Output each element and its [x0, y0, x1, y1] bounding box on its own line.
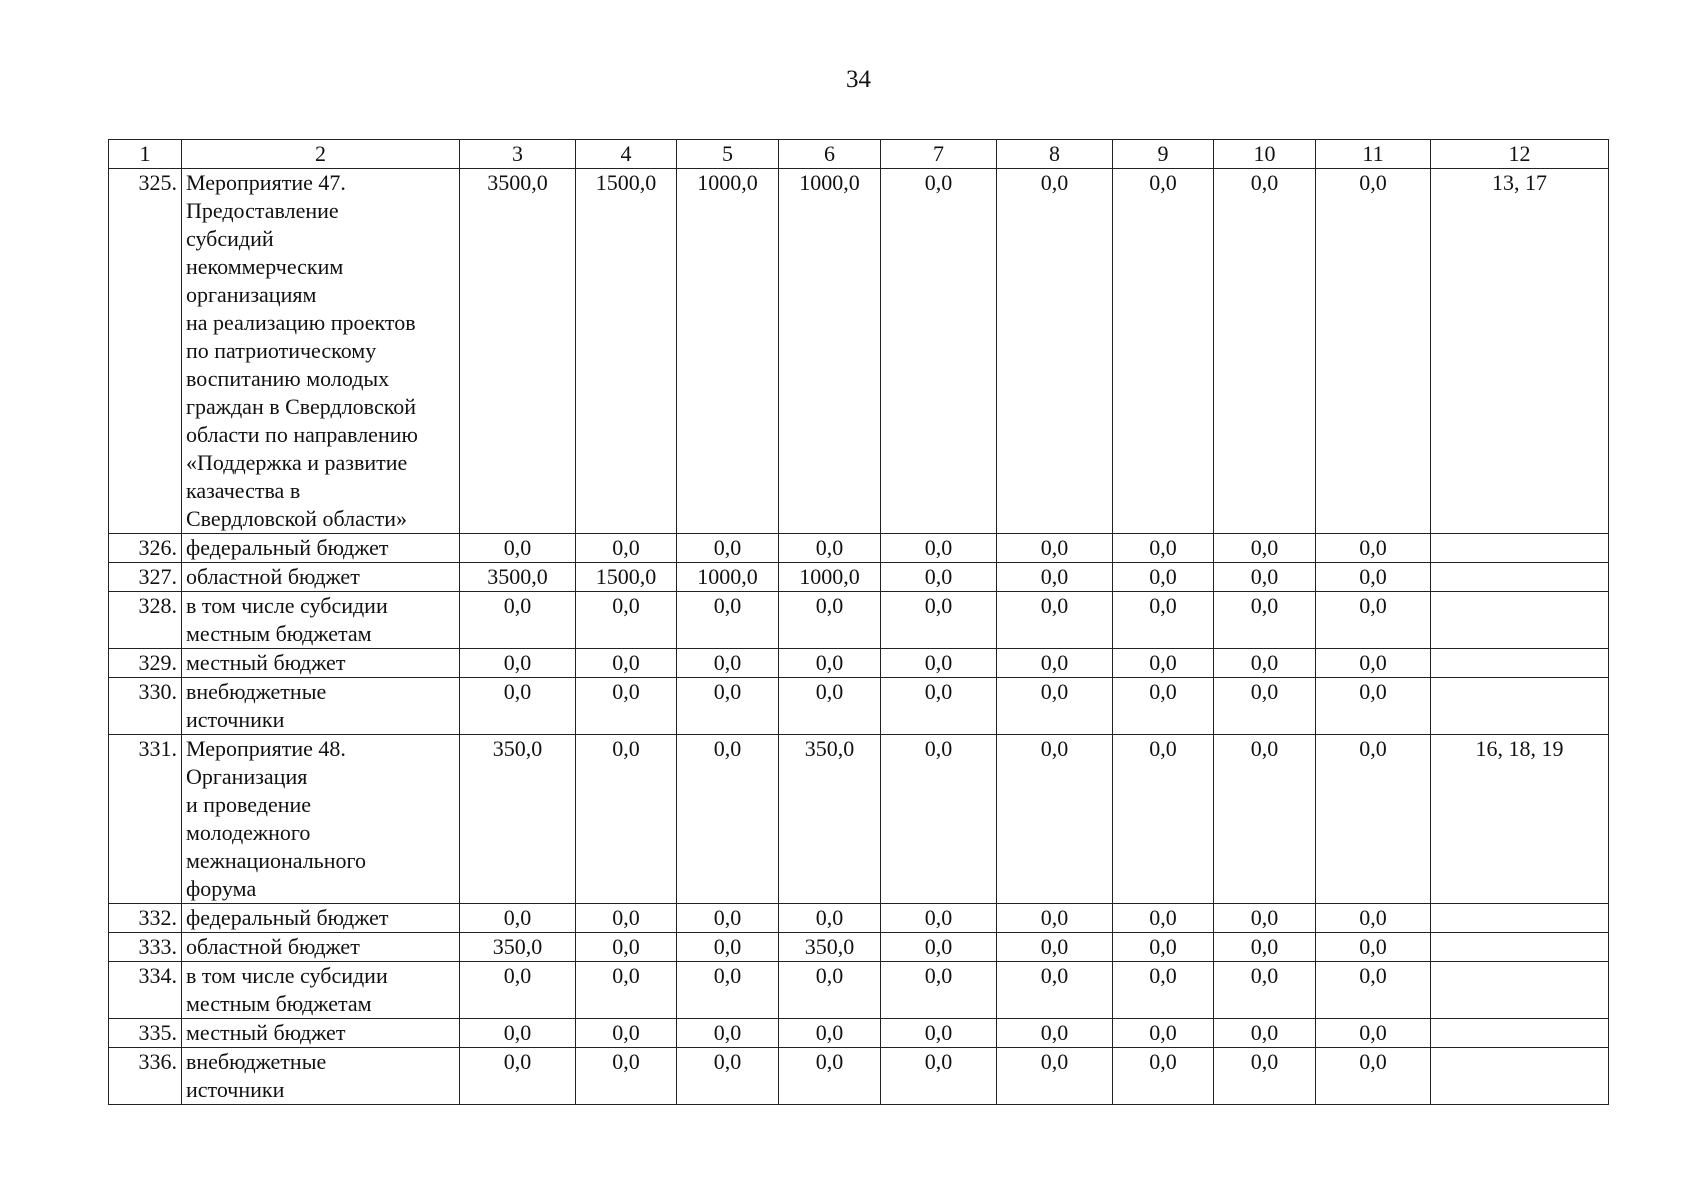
- value-cell: 0,0: [677, 678, 779, 735]
- value-cell: 0,0: [576, 678, 677, 735]
- row-name: [182, 933, 460, 962]
- table-row: [109, 563, 1609, 592]
- value-cell: 0,0: [460, 649, 576, 678]
- row-name-line: местный бюджет: [186, 650, 346, 675]
- value-cell: 0,0: [677, 962, 779, 1019]
- value-cell: 1000,0: [779, 563, 881, 592]
- row-name-line: Предоставление: [186, 198, 339, 223]
- value-cell: 0,0: [576, 1019, 677, 1048]
- row-name-line: Организация: [186, 764, 308, 789]
- goals-cell: [1431, 933, 1609, 962]
- value-cell: 0,0: [1113, 904, 1214, 933]
- row-name: [182, 678, 460, 735]
- row-number: 326.: [109, 534, 182, 563]
- row-name-line: Мероприятие 48.: [186, 736, 346, 761]
- value-cell: 0,0: [1214, 1048, 1316, 1105]
- value-cell: 0,0: [997, 1019, 1113, 1048]
- goals-cell: 16, 18, 19: [1431, 735, 1609, 904]
- row-name-line: местным бюджетам: [186, 621, 372, 646]
- row-name-line: молодежного: [186, 820, 311, 845]
- row-name-line: внебюджетные: [186, 1049, 327, 1074]
- row-number: 329.: [109, 649, 182, 678]
- value-cell: 0,0: [881, 592, 997, 649]
- value-cell: 0,0: [997, 1048, 1113, 1105]
- row-name: [182, 169, 460, 534]
- row-name: [182, 563, 460, 592]
- value-cell: 0,0: [460, 592, 576, 649]
- header-cell: 10: [1214, 140, 1316, 169]
- row-number: 330.: [109, 678, 182, 735]
- goals-cell: [1431, 678, 1609, 735]
- header-cell: 4: [576, 140, 677, 169]
- value-cell: 0,0: [881, 904, 997, 933]
- table-row: [109, 904, 1609, 933]
- value-cell: 0,0: [779, 962, 881, 1019]
- row-name-line: Свердловской области»: [186, 506, 407, 531]
- value-cell: 0,0: [1316, 592, 1431, 649]
- goals-cell: [1431, 534, 1609, 563]
- value-cell: 0,0: [576, 534, 677, 563]
- value-cell: 0,0: [1113, 534, 1214, 563]
- value-cell: 0,0: [997, 563, 1113, 592]
- goals-cell: 13, 17: [1431, 169, 1609, 534]
- page-number: [0, 66, 1707, 94]
- header-cell: 6: [779, 140, 881, 169]
- value-cell: 0,0: [677, 534, 779, 563]
- row-name-line: форума: [186, 876, 257, 901]
- value-cell: 0,0: [460, 962, 576, 1019]
- row-name-line: федеральный бюджет: [186, 535, 389, 560]
- value-cell: 0,0: [779, 904, 881, 933]
- value-cell: 0,0: [1113, 563, 1214, 592]
- value-cell: 0,0: [1316, 904, 1431, 933]
- row-name-line: в том числе субсидии: [186, 963, 388, 988]
- value-cell: 1000,0: [779, 169, 881, 534]
- row-name: [182, 962, 460, 1019]
- header-cell: 5: [677, 140, 779, 169]
- value-cell: 0,0: [1316, 735, 1431, 904]
- value-cell: 0,0: [1113, 649, 1214, 678]
- row-number: 328.: [109, 592, 182, 649]
- value-cell: 0,0: [997, 678, 1113, 735]
- row-number: 335.: [109, 1019, 182, 1048]
- value-cell: 0,0: [779, 678, 881, 735]
- value-cell: 0,0: [677, 1019, 779, 1048]
- value-cell: 0,0: [1316, 1048, 1431, 1105]
- goals-cell: [1431, 649, 1609, 678]
- value-cell: 0,0: [1113, 735, 1214, 904]
- value-cell: 0,0: [1214, 904, 1316, 933]
- value-cell: 0,0: [1113, 962, 1214, 1019]
- value-cell: 0,0: [1214, 962, 1316, 1019]
- row-number: 333.: [109, 933, 182, 962]
- row-name-line: воспитанию молодых: [186, 366, 390, 391]
- value-cell: 0,0: [1316, 534, 1431, 563]
- value-cell: 1000,0: [677, 169, 779, 534]
- header-row: [109, 140, 1609, 169]
- header-cell: 1: [109, 140, 182, 169]
- value-cell: 0,0: [1214, 592, 1316, 649]
- value-cell: 0,0: [576, 649, 677, 678]
- value-cell: 0,0: [1214, 563, 1316, 592]
- value-cell: 0,0: [576, 904, 677, 933]
- value-cell: 0,0: [997, 592, 1113, 649]
- row-number: 327.: [109, 563, 182, 592]
- row-number: 332.: [109, 904, 182, 933]
- value-cell: 0,0: [1214, 1019, 1316, 1048]
- row-name-line: местный бюджет: [186, 1020, 346, 1045]
- value-cell: 0,0: [997, 169, 1113, 534]
- value-cell: 0,0: [1214, 678, 1316, 735]
- value-cell: 0,0: [881, 1019, 997, 1048]
- header-cell: 8: [997, 140, 1113, 169]
- value-cell: 0,0: [779, 649, 881, 678]
- row-name: [182, 735, 460, 904]
- table-row: [109, 933, 1609, 962]
- row-name-line: граждан в Свердловской: [186, 394, 417, 419]
- row-name: [182, 534, 460, 563]
- header-cell: 2: [182, 140, 460, 169]
- table-row: [109, 1019, 1609, 1048]
- goals-cell: [1431, 1019, 1609, 1048]
- header-cell: 11: [1316, 140, 1431, 169]
- goals-cell: [1431, 904, 1609, 933]
- value-cell: 0,0: [1113, 592, 1214, 649]
- row-name-line: области по направлению: [186, 422, 418, 447]
- row-name-line: субсидий: [186, 226, 274, 251]
- goals-cell: [1431, 1048, 1609, 1105]
- value-cell: 0,0: [1113, 1048, 1214, 1105]
- row-name-line: некоммерческим: [186, 254, 344, 279]
- value-cell: 0,0: [779, 1048, 881, 1105]
- row-number: 334.: [109, 962, 182, 1019]
- value-cell: 350,0: [779, 735, 881, 904]
- row-name-line: областной бюджет: [186, 564, 360, 589]
- header-cell: 12: [1431, 140, 1609, 169]
- value-cell: 0,0: [1113, 678, 1214, 735]
- value-cell: 0,0: [677, 933, 779, 962]
- value-cell: 1500,0: [576, 563, 677, 592]
- table-row: [109, 534, 1609, 563]
- page-number-text: 34: [846, 66, 871, 93]
- header-cell: 3: [460, 140, 576, 169]
- value-cell: 0,0: [1214, 534, 1316, 563]
- row-number: 325.: [109, 169, 182, 534]
- table-row: [109, 649, 1609, 678]
- value-cell: 0,0: [997, 962, 1113, 1019]
- value-cell: 0,0: [460, 1019, 576, 1048]
- value-cell: 1500,0: [576, 169, 677, 534]
- value-cell: 0,0: [677, 1048, 779, 1105]
- value-cell: 0,0: [576, 735, 677, 904]
- value-cell: 0,0: [1214, 169, 1316, 534]
- value-cell: 0,0: [460, 904, 576, 933]
- value-cell: 0,0: [779, 534, 881, 563]
- value-cell: 0,0: [460, 534, 576, 563]
- value-cell: 0,0: [576, 962, 677, 1019]
- value-cell: 0,0: [1316, 563, 1431, 592]
- value-cell: 0,0: [1214, 933, 1316, 962]
- row-name: [182, 649, 460, 678]
- value-cell: 0,0: [1113, 1019, 1214, 1048]
- row-name-line: на реализацию проектов: [186, 310, 416, 335]
- table-row: [109, 592, 1609, 649]
- goals-cell: [1431, 592, 1609, 649]
- value-cell: 1000,0: [677, 563, 779, 592]
- value-cell: 350,0: [460, 735, 576, 904]
- value-cell: 0,0: [881, 933, 997, 962]
- table-row: [109, 1048, 1609, 1105]
- value-cell: 0,0: [1316, 962, 1431, 1019]
- row-name: [182, 1019, 460, 1048]
- value-cell: 0,0: [779, 1019, 881, 1048]
- value-cell: 0,0: [881, 563, 997, 592]
- value-cell: 0,0: [881, 735, 997, 904]
- row-name-line: «Поддержка и развитие: [186, 450, 408, 475]
- value-cell: 3500,0: [460, 563, 576, 592]
- row-name-line: областной бюджет: [186, 934, 360, 959]
- row-name: [182, 1048, 460, 1105]
- value-cell: 0,0: [677, 649, 779, 678]
- goals-cell: [1431, 962, 1609, 1019]
- header-cell: 7: [881, 140, 997, 169]
- value-cell: 350,0: [460, 933, 576, 962]
- value-cell: 0,0: [997, 534, 1113, 563]
- value-cell: 0,0: [881, 1048, 997, 1105]
- row-name-line: и проведение: [186, 792, 312, 817]
- value-cell: 0,0: [997, 904, 1113, 933]
- value-cell: 0,0: [1214, 735, 1316, 904]
- value-cell: 0,0: [460, 1048, 576, 1105]
- value-cell: 0,0: [1316, 649, 1431, 678]
- value-cell: 0,0: [881, 649, 997, 678]
- row-name: [182, 904, 460, 933]
- value-cell: 0,0: [1316, 169, 1431, 534]
- value-cell: 0,0: [1214, 649, 1316, 678]
- row-name-line: источники: [186, 1077, 285, 1102]
- value-cell: 0,0: [997, 933, 1113, 962]
- row-name-line: казачества в: [186, 478, 301, 503]
- value-cell: 0,0: [677, 735, 779, 904]
- row-name-line: федеральный бюджет: [186, 905, 389, 930]
- row-name: [182, 592, 460, 649]
- row-name-line: в том числе субсидии: [186, 593, 388, 618]
- value-cell: 0,0: [881, 678, 997, 735]
- value-cell: 3500,0: [460, 169, 576, 534]
- row-name-line: межнационального: [186, 848, 366, 873]
- value-cell: 0,0: [677, 592, 779, 649]
- value-cell: 0,0: [576, 1048, 677, 1105]
- row-name-line: Мероприятие 47.: [186, 170, 346, 195]
- header-cell: 9: [1113, 140, 1214, 169]
- value-cell: 0,0: [1316, 933, 1431, 962]
- row-number: 336.: [109, 1048, 182, 1105]
- value-cell: 0,0: [576, 933, 677, 962]
- value-cell: 0,0: [677, 904, 779, 933]
- table-row: [109, 962, 1609, 1019]
- value-cell: 0,0: [576, 592, 677, 649]
- value-cell: 350,0: [779, 933, 881, 962]
- row-name-line: по патриотическому: [186, 338, 377, 363]
- table-row: [109, 678, 1609, 735]
- goals-cell: [1431, 563, 1609, 592]
- row-number: 331.: [109, 735, 182, 904]
- value-cell: 0,0: [881, 534, 997, 563]
- value-cell: 0,0: [881, 962, 997, 1019]
- value-cell: 0,0: [1316, 678, 1431, 735]
- value-cell: 0,0: [1316, 1019, 1431, 1048]
- budget-table: [108, 139, 1609, 1105]
- value-cell: 0,0: [1113, 169, 1214, 534]
- value-cell: 0,0: [997, 649, 1113, 678]
- row-name-line: внебюджетные: [186, 679, 327, 704]
- value-cell: 0,0: [779, 592, 881, 649]
- value-cell: 0,0: [1113, 933, 1214, 962]
- value-cell: 0,0: [997, 735, 1113, 904]
- value-cell: 0,0: [881, 169, 997, 534]
- table-body: [109, 169, 1609, 1105]
- row-name-line: источники: [186, 707, 285, 732]
- table-row: [109, 169, 1609, 534]
- row-name-line: организациям: [186, 282, 317, 307]
- table-row: [109, 735, 1609, 904]
- value-cell: 0,0: [460, 678, 576, 735]
- row-name-line: местным бюджетам: [186, 991, 372, 1016]
